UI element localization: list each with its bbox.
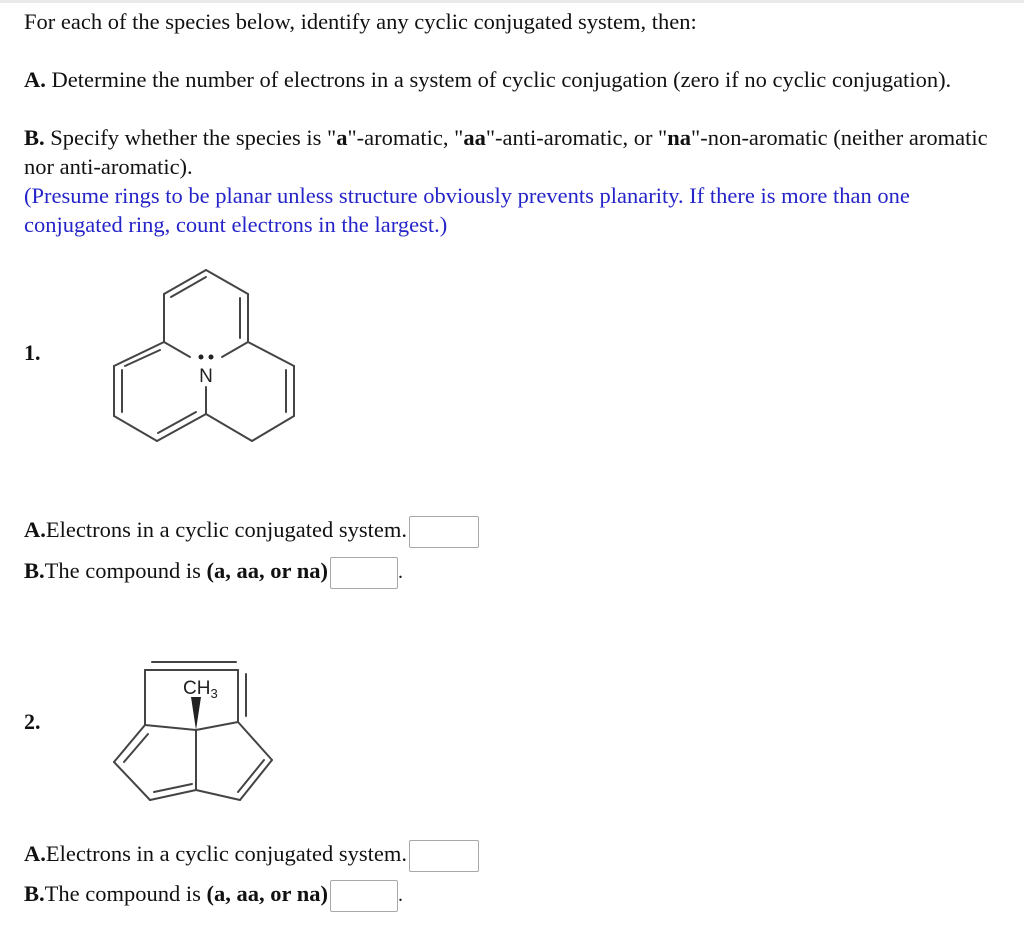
planarity-note: (Presume rings to be planar unless structure obviously prevents planarity. If there is more than one conjugated ring, count electrons in the largest.): [24, 183, 910, 237]
question-1-b-label: The compound is: [44, 558, 207, 583]
instruction-b-text-3: "-anti-aromatic, or ": [485, 125, 668, 150]
instruction-b-aa: aa: [463, 125, 486, 150]
instruction-b-text-2: "-aromatic, ": [347, 125, 464, 150]
question-2-b-choices: (a, aa, or na): [206, 881, 328, 906]
question-2-b-prefix: B.: [24, 881, 45, 906]
instruction-a-text: Determine the number of electrons in a system of cyclic conjugation (zero if no cyclic conjugation).: [45, 67, 952, 92]
molecule-1-structure: [100, 262, 310, 462]
question-1-part-b: [24, 556, 403, 589]
question-1-b-choices: (a, aa, or na): [206, 558, 328, 583]
question-2-b-label: The compound is: [44, 881, 207, 906]
question-2-aromaticity-input[interactable]: [330, 880, 398, 912]
instruction-b-na: na: [667, 125, 692, 150]
intro-line: For each of the species below, identify any cyclic conjugated system, then:: [24, 9, 697, 34]
question-2-part-a: [24, 839, 479, 872]
top-border: [0, 0, 1024, 3]
nitrogen-atom-label: N: [199, 366, 213, 387]
instruction-a-label: A.: [24, 67, 46, 92]
instruction-b-text-4: "-non-aromatic (neither aromatic nor anti-aromatic).: [24, 125, 988, 179]
question-1-a-prefix: A.: [24, 517, 46, 542]
question-2-b-suffix: .: [397, 884, 403, 906]
question-1-part-a: [24, 515, 479, 548]
methyl-ch-text: CH: [183, 678, 211, 699]
instruction-b-text-1: Specify whether the species is ": [44, 125, 337, 150]
instruction-b-label: B.: [24, 125, 45, 150]
instruction-b-a: a: [336, 125, 348, 150]
question-1-electrons-input[interactable]: [409, 516, 479, 548]
question-1-aromaticity-input[interactable]: [330, 557, 398, 589]
question-2-a-prefix: A.: [24, 841, 46, 866]
question-2-number: 2.: [24, 709, 41, 734]
question-2-a-label: Electrons in a cyclic conjugated system.: [45, 841, 408, 866]
question-1-b-prefix: B.: [24, 558, 45, 583]
question-1-number: 1.: [24, 340, 41, 365]
question-2-part-b: [24, 879, 403, 912]
question-1-b-suffix: .: [397, 561, 403, 583]
instruction-b: [24, 123, 1004, 181]
instruction-a: [24, 65, 1004, 94]
question-2-electrons-input[interactable]: [409, 840, 479, 872]
question-1-a-label: Electrons in a cyclic conjugated system.: [45, 517, 408, 542]
molecule-2-structure: [100, 650, 290, 810]
methyl-subscript: 3: [210, 686, 218, 701]
methyl-group-label: [183, 678, 218, 701]
